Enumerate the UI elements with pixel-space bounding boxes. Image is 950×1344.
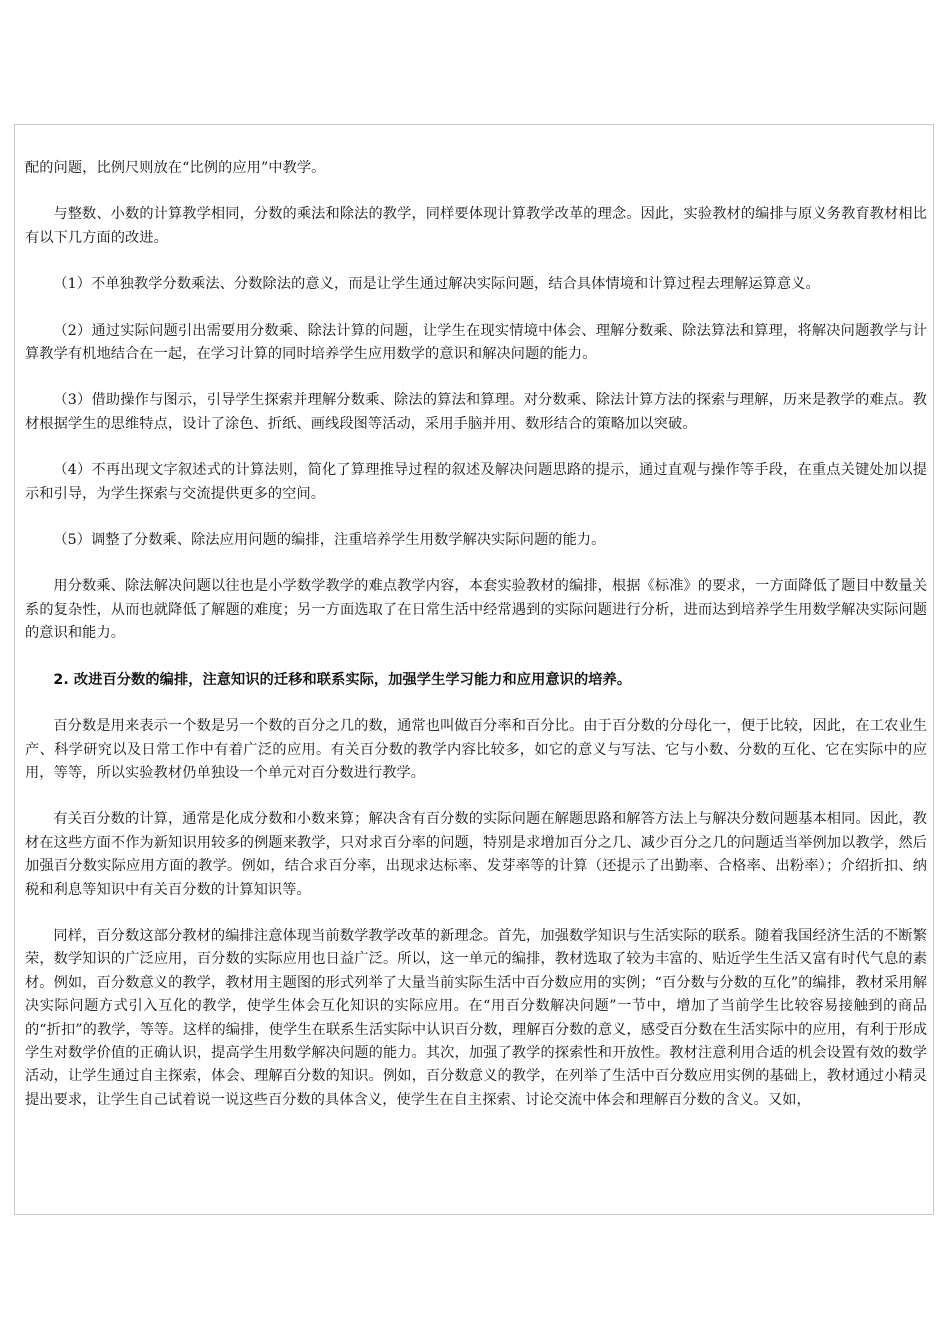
- paragraph-continuation: 配的问题，比例尺则放在“比例的应用”中教学。: [25, 160, 326, 176]
- paragraph-percent-reform: 同样，百分数这部分教材的编排注意体现当前数学教学改革的新理念。首先，加强数学知识与生活实际的联系。随着我国经济生活的不断繁荣，数学知识的广泛应用，百分数的实际应用也日益广泛。所以，这一单元的编排，教材选取了较为丰富的、贴近学生生活又富有时代气息的素材。例如，百分数意义的教学，教材用主题图的形式列举了大量当前实际生活中百分数应用的实例；“百分数与分数的互化”的编排，教材采用解决实际问题方式引入互化的教学，使学生体会互化知识的实际应用。在“用百分数解决问题”一节中，增加了当前学生比较容易接触到的商品的“折扣”的教学，等等。这样的编排，使学生在联系生活实际中认识百分数，理解百分数的意义，感受百分数在生活实际中的应用，有利于形成学生对数学价值的正确认识，提高学生用数学解决问题的能力。其次，加强了教学的探索性和开放性。教材注意利用合适的机会设置有效的数学活动，让学生通过自主探索，体会、理解百分数的知识。例如，百分数意义的教学，在列举了生活中百分数应用实例的基础上，教材通过小精灵提出要求，让学生自己试着说一说这些百分数的具体含义，使学生在自主探索、讨论交流中体会和理解百分数的含义。又如，: [25, 927, 927, 1108]
- document-body: [25, 157, 927, 1135]
- paragraph-intro: 与整数、小数的计算教学相同，分数的乘法和除法的教学，同样要体现计算教学改革的理念。因此，实验教材的编排与原义务教育教材相比有以下几方面的改进。: [25, 206, 927, 246]
- paragraph-word-problems: 用分数乘、除法解决问题以往也是小学数学教学的难点教学内容，本套实验教材的编排，根据《标准》的要求，一方面降低了题目中数量关系的复杂性，从而也就降低了解题的难度；另一方面选取了在日常生活中经常遇到的实际问题进行分析，进而达到培养学生用数学解决实际问题的意识和能力。: [25, 578, 927, 642]
- paragraph-percent-definition: 百分数是用来表示一个数是另一个数的百分之几的数，通常也叫做百分率和百分比。由于百分数的分母化一，便于比较，因此，在工农业生产、科学研究以及日常工作中有着广泛的应用。有关百分数的教学内容比较多，如它的意义与写法、它与小数、分数的互化、它在实际中的应用，等等，所以实验教材仍单独设一个单元对百分数进行教学。: [25, 718, 927, 781]
- paragraph-point-3: （3）借助操作与图示，引导学生探索并理解分数乘、除法的算法和算理。对分数乘、除法计算方法的探索与理解，历来是教学的难点。教材根据学生的思维特点，设计了涂色、折纸、画线段图等活动，采用手脑并用、数形结合的策略加以突破。: [25, 392, 927, 432]
- paragraph-point-1: （1）不单独教学分数乘法、分数除法的意义，而是让学生通过解决实际问题，结合具体情境和计算过程去理解运算意义。: [53, 276, 820, 293]
- paragraph-percent-calculation: 有关百分数的计算，通常是化成分数和小数来算；解决含有百分数的实际问题在解题思路和解答方法上与解决分数问题基本相同。因此，教材在这些方面不作为新知识用较多的例题来教学，只对求百分率的问题，特别是求增加百分之几、减少百分之几的问题适当举例加以教学，然后加强百分数实际应用方面的教学。例如，结合求百分率，出现求达标率、发芽率等的计算（还提示了出勤率、合格率、出粉率）；介绍折扣、纳税和利息等知识中有关百分数的计算知识等。: [25, 811, 927, 898]
- section-heading-percent: 2. 改进百分数的编排，注意知识的迁移和联系实际，加强学生学习能力和应用意识的培养。: [53, 671, 632, 688]
- paragraph-point-2: （2）通过实际问题引出需要用分数乘、除法计算的问题，让学生在现实情境中体会、理解分数乘、除法算法和算理，将解决问题教学与计算教学有机地结合在一起，在学习计算的同时培养学生应用数学的意识和解决问题的能力。: [25, 322, 927, 363]
- paragraph-point-5: （5）调整了分数乘、除法应用问题的编排，注重培养学生用数学解决实际问题的能力。: [53, 532, 606, 549]
- document-page: [14, 124, 934, 1215]
- paragraph-point-4: （4）不再出现文字叙述式的计算法则，简化了算理推导过程的叙述及解决问题思路的提示，通过直观与操作等手段，在重点关键处加以提示和引导，为学生探索与交流提供更多的空间。: [25, 462, 927, 502]
